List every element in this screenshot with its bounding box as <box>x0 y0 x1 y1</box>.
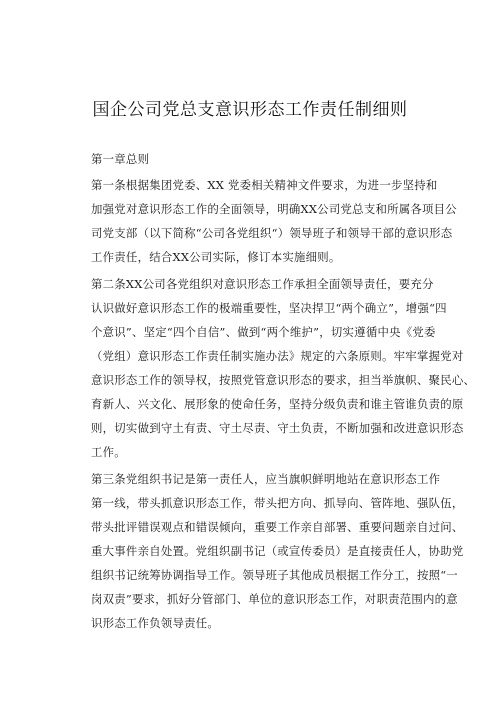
article-line: 第一条根据集团党委、XX 党委相关精神文件要求，为进一步坚持和 <box>91 178 438 192</box>
article-line: 第二条XX公司各党组织对意识形态工作承担全面领导责任，要充分 <box>91 277 434 291</box>
article-line: 育新人、兴文化、展形象的使命任务，坚持分级负责和谁主管谁负责的原 <box>91 397 464 411</box>
article-line: 工作责任，结合XX公司实际，修订本实施细则。 <box>91 250 341 264</box>
article-line: 认识做好意识形态工作的极端重要性，坚决捍卫“两个确立”，增强“四 <box>91 301 447 315</box>
article-line: 识形态工作负领导责任。 <box>91 616 220 630</box>
article-1 <box>91 173 457 269</box>
article-line: 则，切实做到守土有责、守土尽责、守土负责，不断加强和改进意识形态 <box>91 421 464 435</box>
chapter-heading: 第一章总则 <box>91 152 150 166</box>
article-3 <box>91 467 464 635</box>
document-body <box>91 147 476 638</box>
article-line: 工作。 <box>91 445 126 459</box>
article-line: （党组）意识形态工作责任制实施办法》规定的六条原则。牢牢掌握党对 <box>91 349 464 363</box>
document-title: 国企公司党总支意识形态工作责任制细则 <box>92 100 408 120</box>
article-line: 岗双责”要求，抓好分管部门、单位的意识形态工作，对职责范围内的意 <box>91 592 458 606</box>
article-line: 重大事件亲自处置。党组织副书记（或宣传委员）是直接责任人，协助党 <box>91 544 464 558</box>
article-line: 第三条党组织书记是第一责任人，应当旗帜鲜明地站在意识形态工作 <box>91 472 441 486</box>
article-line: 加强党对意识形态工作的全面领导，明确XX公司党总支和所属各项目公 <box>91 202 457 216</box>
article-line: 司党支部（以下简称“公司各党组织“）领导班子和领导干部的意识形态 <box>91 226 453 240</box>
article-line: 带头批评错误观点和错误倾向，重要工作亲自部署、重要问题亲自过问、 <box>91 520 464 534</box>
article-2 <box>91 272 476 464</box>
article-line: 第一线，带头抓意识形态工作，带头把方向、抓导向、管阵地、强队伍， <box>91 496 464 510</box>
article-line: 个意识”、坚定“四个自信”、做到“两个维护”，切实遵循中央《党委 <box>91 325 436 339</box>
article-line: 组织书记统筹协调指导工作。领导班子其他成员根据工作分工，按照“一 <box>91 568 458 582</box>
article-line: 意识形态工作的领导权，按照党管意识形态的要求，担当举旗帜、聚民心、 <box>91 373 476 387</box>
